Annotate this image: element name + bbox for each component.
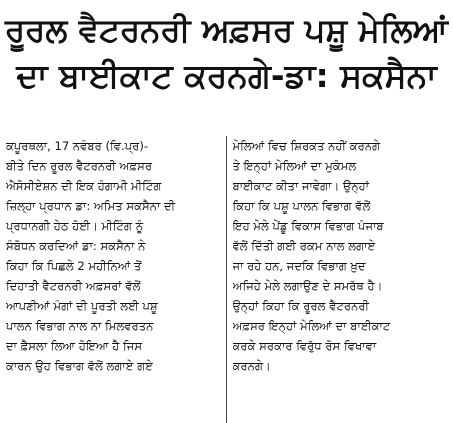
body-line: ਐਸੋਸੀਏਸ਼ਨ ਦੀ ਇਕ ਹੰਗਾਮੀ ਮੀਟਿੰਗ [6, 179, 162, 193]
body-line: ਕਰਕੇ ਸਰਕਾਰ ਵਿਰੁੱਧ ਰੋਸ ਵਿਖਾਵਾ [232, 339, 377, 353]
body-line: ਅਫ਼ਸਰ ਇਨ੍ਹਾਂ ਮੇਲਿਆਂ ਦਾ ਬਾਈਕਾਟ [232, 319, 391, 333]
headline-line-2: ਦਾ ਬਾਈਕਾਟ ਕਰਨਗੇ-ਡਾ: ਸਕਸੈਨਾ [16, 56, 437, 95]
left-column [6, 136, 227, 423]
body-line: ਦਾ ਫ਼ੈਸਲਾ ਲਿਆ ਹੋਇਆ ਹੈ ਜਿਸ [6, 339, 143, 353]
body-line: ਜਾ ਰਹੇ ਹਨ, ਜਦਕਿ ਵਿਭਾਗ ਖ਼ੁਦ [232, 259, 366, 273]
body-line: ਪਾਲਨ ਵਿਭਾਗ ਨਾਲ ਨਾ ਮਿਲਵਰਤਨ [6, 319, 154, 333]
body-line: ਆਪਣੀਆਂ ਮੰਗਾਂ ਦੀ ਪੂਰਤੀ ਲਈ ਪਸ਼ੂ [6, 299, 158, 313]
body-line: ਕਰਨਗੇ। [232, 359, 271, 373]
body-line: ਜ਼ਿਲ੍ਹਾ ਪ੍ਰਧਾਨ ਡਾ: ਅਮਿਤ ਸਕਸੈਨਾ ਦੀ [6, 199, 176, 213]
body-line: ਅਜਿਹੇ ਮੇਲੇ ਲਗਾਉਣ ਦੇ ਸਮਰੱਥ ਹੈ। [232, 279, 383, 293]
body-line: ਤੇ ਇਨ੍ਹਾਂ ਮੇਲਿਆਂ ਦਾ ਮੁਕੰਮਲ [232, 159, 357, 173]
dateline: ਕਪੂਰਥਲਾ, 17 ਨਵੰਬਰ (ਵਿ.ਪ੍ਰ)- [6, 139, 149, 153]
body-line: ਦਿਹਾਤੀ ਵੈਟਰਨਰੀ ਅਫ਼ਸਰਾਂ ਵੱਲੋਂ [6, 279, 141, 293]
body-line: ਬੀਤੇ ਦਿਨ ਰੂਰਲ ਵੈਟਰਨਰੀ ਅਫ਼ਸਰ [6, 159, 153, 173]
body-line: ਵੱਲੋਂ ਦਿੱਤੀ ਗਈ ਰਕਮ ਨਾਲ ਲਗਾਏ [232, 239, 376, 253]
body-line: ਕਿਹਾ ਕਿ ਪਿਛਲੇ 2 ਮਹੀਨਿਆਂ ਤੋਂ [6, 259, 142, 273]
body-line: ਉਨ੍ਹਾਂ ਕਿਹਾ ਕਿ ਰੂਰਲ ਵੈਟਰਨਰੀ [232, 299, 369, 313]
body-line: ਪ੍ਰਧਾਨਗੀ ਹੇਠ ਹੋਈ। ਮੀਟਿੰਗ ਨੂੰ [6, 219, 144, 233]
body-line: ਕਿਹਾ ਕਿ ਪਸ਼ੂ ਪਾਲਨ ਵਿਭਾਗ ਵੱਲੋਂ [232, 199, 371, 213]
body-line: ਬਾਈਕਾਟ ਕੀਤਾ ਜਾਵੇਗਾ। ਉਨ੍ਹਾਂ [232, 179, 370, 193]
body-line: ਇਹ ਮੇਲੇ ਪੇਂਡੂ ਵਿਕਾਸ ਵਿਭਾਗ ਪੰਜਾਬ [232, 219, 384, 233]
news-clipping [0, 8, 453, 423]
right-column [227, 136, 448, 423]
article-body [6, 136, 447, 423]
body-line: ਕਾਰਨ ਉਹ ਵਿਭਾਗ ਵੱਲੋਂ ਲਗਾਏ ਗਏ [6, 359, 153, 373]
body-line: ਸੰਬੋਧਨ ਕਰਦਿਆਂ ਡਾ: ਸਕਸੈਨਾ ਨੇ [6, 239, 146, 253]
body-line: ਮੇਲਿਆਂ ਵਿਚ ਸ਼ਿਰਕਤ ਨਹੀਂ ਕਰਨਗੇ [232, 139, 381, 153]
headline-line-1: ਰੂਰਲ ਵੈਟਰਨਰੀ ਅਫ਼ਸਰ ਪਸ਼ੂ ਮੇਲਿਆਂ [4, 11, 449, 49]
